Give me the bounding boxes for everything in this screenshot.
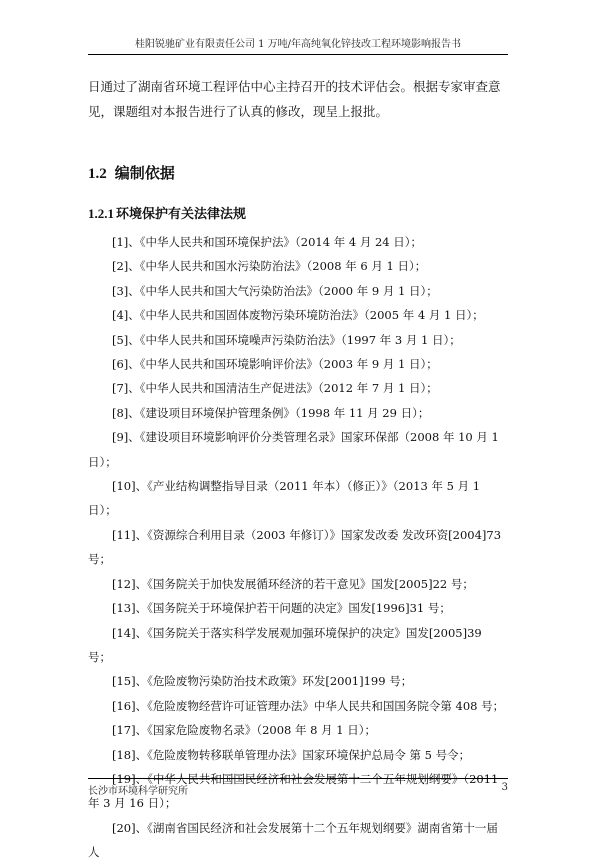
law-item: [14]、《国务院关于落实科学发展观加强环境保护的决定》国发[2005]39 号；	[88, 625, 482, 664]
law-item: [4]、《中华人民共和国固体废物污染环境防治法》（2005 年 4 月 1 日）；	[112, 308, 484, 323]
footer-rule	[88, 778, 508, 779]
intro-paragraph: 日通过了湖南省环境工程评估中心主持召开的技术评估会。根据专家审查意见，课题组对本报告进行了认真的修改，现呈上报批。	[88, 79, 501, 119]
law-item: [5]、《中华人民共和国环境噪声污染防治法》（1997 年 3 月 1 日）；	[112, 332, 461, 347]
law-item: [15]、《危险废物污染防治技术政策》环发[2001]199 号；	[112, 674, 413, 689]
footer-organization: 长沙市环境科学研究所	[88, 786, 188, 797]
law-item: [18]、《危险废物转移联单管理办法》国家环境保护总局令 第 5 号令；	[112, 747, 471, 762]
law-item: [12]、《国务院关于加快发展循环经济的若干意见》国发[2005]22 号；	[112, 576, 474, 591]
law-item: [8]、《建设项目环境保护管理条例》（1998 年 11 月 29 日）；	[112, 405, 430, 420]
law-item: [19]、《中华人民共和国国民经济和社会发展第十二个五年规划纲要》（2011 年 3 月 16 日）；	[88, 771, 499, 811]
law-item: [3]、《中华人民共和国大气污染防治法》（2000 年 9 月 1 日）；	[112, 283, 438, 298]
law-item: [6]、《中华人民共和国环境影响评价法》（2003 年 9 月 1 日）；	[112, 357, 438, 372]
section-number: 1.2	[88, 166, 107, 182]
law-item: [7]、《中华人民共和国清洁生产促进法》（2012 年 7 月 1 日）；	[112, 381, 438, 396]
subsection-title: 环境保护有关法律法规	[116, 207, 247, 222]
law-item: [1]、《中华人民共和国环境保护法》（2014 年 4 月 24 日）；	[112, 235, 423, 249]
page-header: 桂阳锐驰矿业有限责任公司 1 万吨/年高纯氧化锌技改工程环境影响报告书	[134, 39, 462, 50]
law-item: [16]、《危险废物经营许可证管理办法》中华人民共和国国务院令第 408 号；	[112, 698, 505, 713]
law-list	[88, 230, 508, 865]
law-item: [9]、《建设项目环境影响评价分类管理名录》国家环保部（2008 年 10 月 1 日）；	[88, 430, 499, 469]
subsection-number: 1.2.1	[88, 206, 114, 221]
law-item: [20]、《湖南省国民经济和社会发展第十二个五年规划纲要》湖南省第十一届人	[88, 820, 498, 860]
header-rule	[88, 54, 508, 55]
law-item: [10]、《产业结构调整指导目录（2011 年本）（修正）》（2013 年 5 月 1 日）；	[88, 479, 481, 518]
section-title: 编制依据	[114, 164, 175, 182]
law-item: [11]、《资源综合利用目录（2003 年修订）》国家发改委 发改环资[2004]73 号；	[88, 527, 502, 567]
law-item: [17]、《国家危险废物名录》（2008 年 8 月 1 日）；	[112, 723, 377, 738]
law-item: [13]、《国务院关于环境保护若干问题的决定》国发[1996]31 号；	[112, 601, 451, 616]
page-number: 3	[501, 782, 508, 793]
law-item: [2]、《中华人民共和国水污染防治法》（2008 年 6 月 1 日）；	[112, 259, 427, 274]
section-heading	[88, 162, 175, 183]
subsection-heading	[88, 203, 246, 222]
